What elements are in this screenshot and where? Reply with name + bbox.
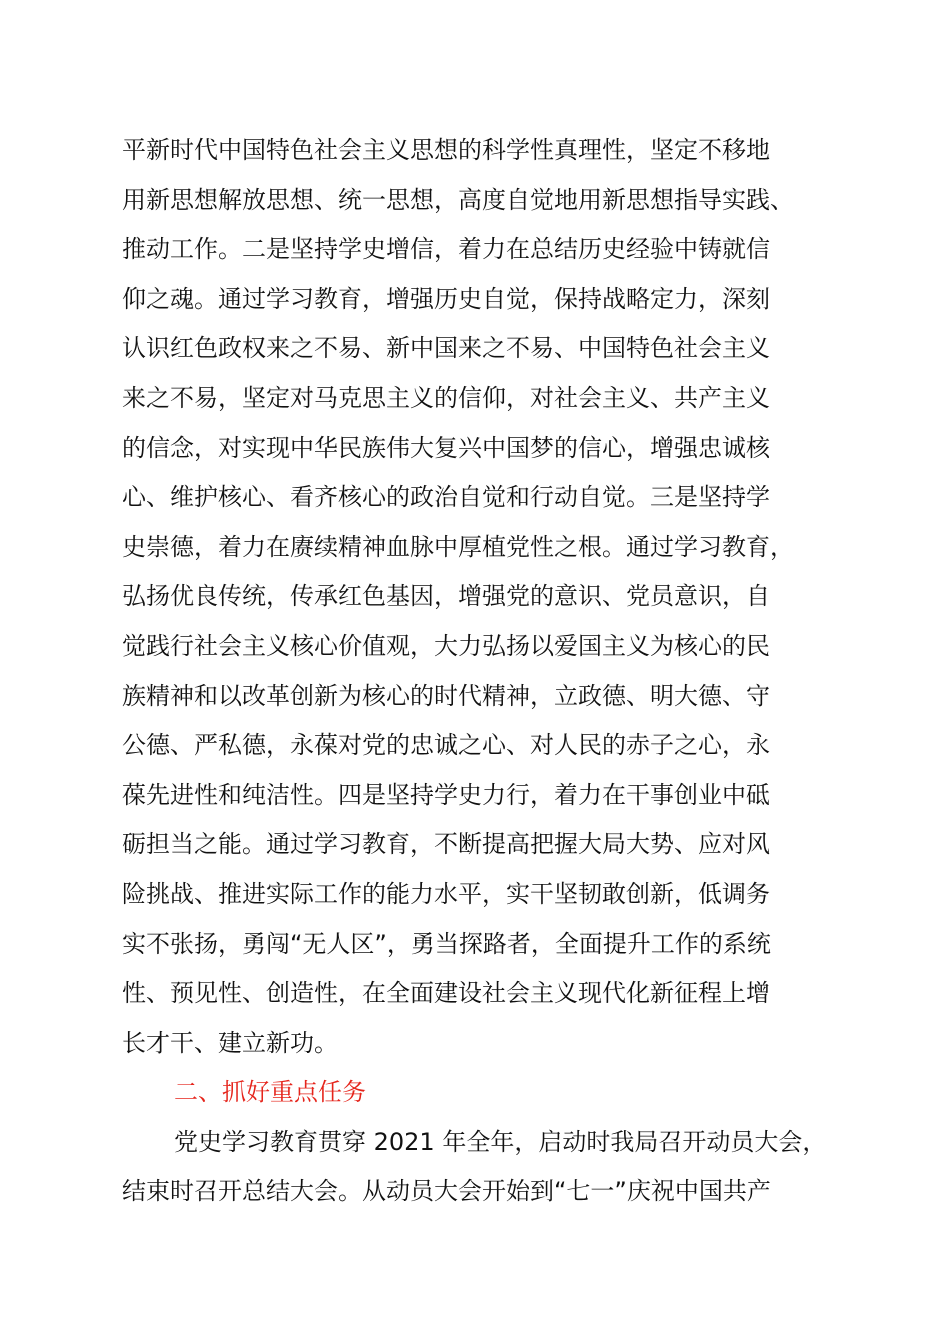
body-line: 觉践行社会主义核心价值观，大力弘扬以爱国主义为核心的民 bbox=[122, 631, 770, 660]
body-line: 结束时召开总结大会。从动员大会开始到“七一”庆祝中国共产 bbox=[122, 1177, 771, 1206]
body-line: 用新思想解放思想、统一思想，高度自觉地用新思想指导实践、 bbox=[122, 185, 794, 214]
body-line: 的信念，对实现中华民族伟大复兴中国梦的信心，增强忠诚核 bbox=[122, 433, 770, 462]
body-line: 弘扬优良传统，传承红色基因，增强党的意识、党员意识，自 bbox=[122, 582, 770, 611]
body-line: 公德、严私德，永葆对党的忠诚之心、对人民的赤子之心，永 bbox=[122, 731, 770, 760]
body-line: 心、维护核心、看齐核心的政治自觉和行动自觉。三是坚持学 bbox=[122, 483, 770, 512]
body-line: 族精神和以改革创新为核心的时代精神，立政德、明大德、守 bbox=[122, 681, 770, 710]
body-line: 史崇德，着力在赓续精神血脉中厚植党性之根。通过学习教育， bbox=[122, 532, 794, 561]
body-line: 砺担当之能。通过学习教育，不断提高把握大局大势、应对风 bbox=[122, 830, 770, 859]
body-line: 平新时代中国特色社会主义思想的科学性真理性，坚定不移地 bbox=[122, 136, 770, 164]
body-line: 葆先进性和纯洁性。四是坚持学史力行，着力在干事创业中砥 bbox=[122, 780, 770, 809]
body-line: 推动工作。二是坚持学史增信，着力在总结历史经验中铸就信 bbox=[122, 235, 770, 264]
body-line: 性、预见性、创造性，在全面建设社会主义现代化新征程上增 bbox=[122, 979, 770, 1008]
body-line: 来之不易，坚定对马克思主义的信仰，对社会主义、共产主义 bbox=[122, 383, 770, 412]
body-line: 实不张扬，勇闯“无人区”，勇当探路者，全面提升工作的系统 bbox=[122, 929, 771, 958]
document-body bbox=[122, 126, 862, 1217]
body-line: 险挑战、推进实际工作的能力水平，实干坚韧敢创新，低调务 bbox=[122, 879, 770, 908]
section-heading: 二、抓好重点任务 bbox=[174, 1078, 366, 1107]
body-line: 长才干、建立新功。 bbox=[122, 1028, 338, 1057]
body-line: 仰之魂。通过学习教育，增强历史自觉，保持战略定力，深刻 bbox=[122, 284, 770, 313]
body-line: 认识红色政权来之不易、新中国来之不易、中国特色社会主义 bbox=[122, 334, 770, 363]
paragraph-first-line: 党史学习教育贯穿 2021 年全年，启动时我局召开动员大会， bbox=[174, 1127, 827, 1156]
